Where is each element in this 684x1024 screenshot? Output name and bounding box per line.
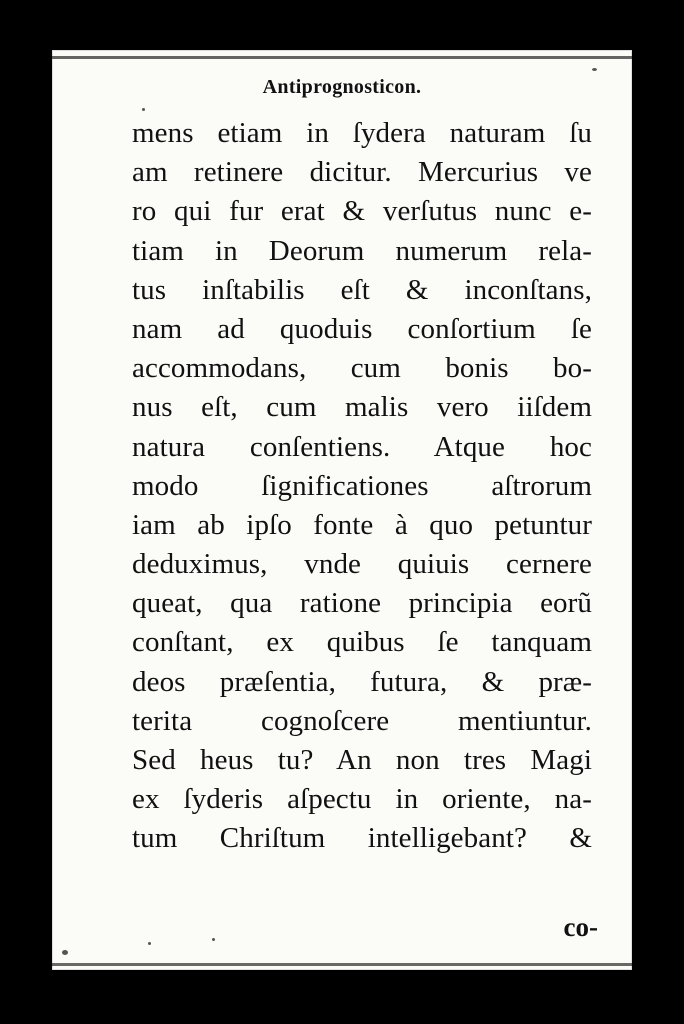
text-line: natura conſentiens. Atque hoc [132, 430, 592, 463]
body-text [132, 114, 592, 859]
text-line: deos præſentia, futura, & præ- [132, 665, 592, 698]
text-line: tum Chriſtum intelligebant? & [132, 822, 592, 855]
text-line: deduximus, vnde quiuis cernere [132, 548, 592, 581]
running-head: Antiprognosticon. [262, 76, 422, 98]
text-line: ro qui fur erat & verſutus nunc e- [132, 195, 592, 228]
text-line: queat, qua ratione principia eorũ [132, 587, 592, 620]
text-line: nam ad quoduis conſortium ſe [132, 312, 592, 345]
ink-speck [148, 942, 151, 945]
text-line: mens etiam in ſydera naturam ſu [132, 117, 592, 149]
ink-speck [212, 938, 215, 941]
book-page [52, 50, 632, 970]
text-line: Sed heus tu? An non tres Magi [132, 744, 592, 776]
text-line: terita cognoſcere mentiuntur. [132, 704, 592, 737]
text-line: nus eſt, cum malis vero iiſdem [132, 391, 592, 424]
bottom-border-rule [52, 963, 632, 966]
text-line: ex ſyderis aſpectu in oriente, na- [132, 783, 592, 816]
text-line: modo ſignificationes aſtrorum [132, 469, 592, 502]
text-line: tus inſtabilis eſt & inconſtans, [132, 273, 592, 306]
text-line: am retinere dicitur. Mercurius ve [132, 156, 592, 189]
top-border-rule [52, 56, 632, 59]
text-line: iam ab ipſo fonte à quo petuntur [132, 508, 592, 541]
ink-speck [62, 950, 68, 955]
text-line: accommodans, cum bonis bo- [132, 352, 592, 385]
text-line: tiam in Deorum numerum rela- [132, 234, 592, 267]
ink-speck [142, 108, 145, 111]
text-line: conſtant, ex quibus ſe tanquam [132, 626, 592, 659]
catchword: co- [563, 912, 598, 942]
ink-speck [592, 68, 597, 71]
